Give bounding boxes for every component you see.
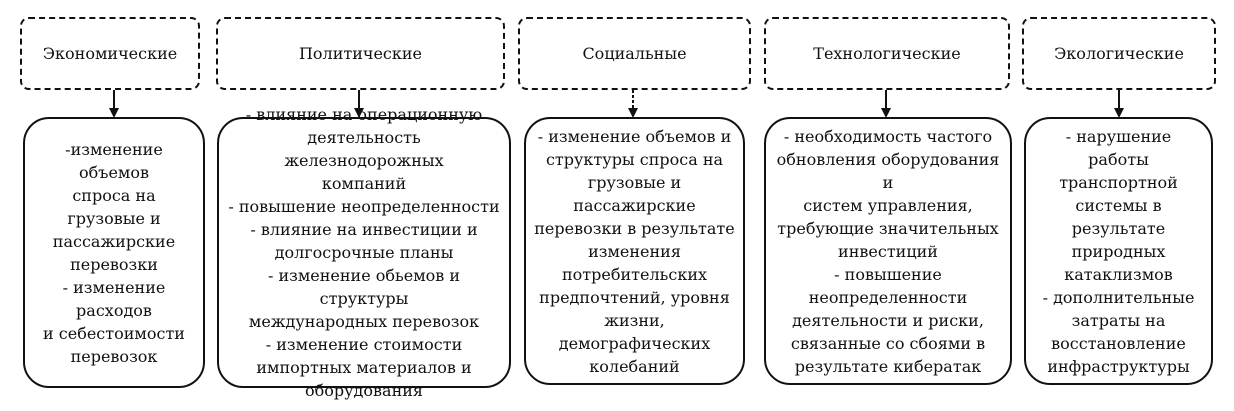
factor-title: Политические [298,44,423,63]
factor-details: -изменение объемов спроса на грузовые и пассажирские перевозки - изменение расходов и себестоимости перевозок [43,139,185,366]
factor-details: - влияние на операционную деятельность железнодорожных компаний - повышение неопределенности - влияние на инвестиции и долгосрочные планы - изменение обьемов и структуры международных перевозок - изменение стоимости импортных материалов и оборудования [228,105,500,400]
factor-title: Социальные [582,44,687,63]
factor-details-social [524,117,745,385]
factor-details-ecological [1024,117,1213,385]
factor-details: - изменение объемов и структуры спроса на грузовые и пассажирские перевозки в результате изменения потребительских предпочтений, уровня жизни, демографических колебаний [534,126,735,376]
factor-title: Экологические [1054,44,1184,63]
factor-title: Технологические [813,44,961,63]
factor-details: - нарушение работы транспортной системы в результате природных катаклизмов - дополнительные затраты на восстановление инфраструктуры [1042,126,1195,376]
factor-details: - необходимость частого обновления оборудования и систем управления, требующие значительных инвестиций - повышение неопределенности деятельности и риски, связанные со сбоями в результате кибератак [776,126,1000,376]
factor-title: Экономические [42,44,178,63]
factor-details-economic [23,117,205,388]
factor-details-political [217,105,511,400]
factor-details-technological [764,117,1012,385]
